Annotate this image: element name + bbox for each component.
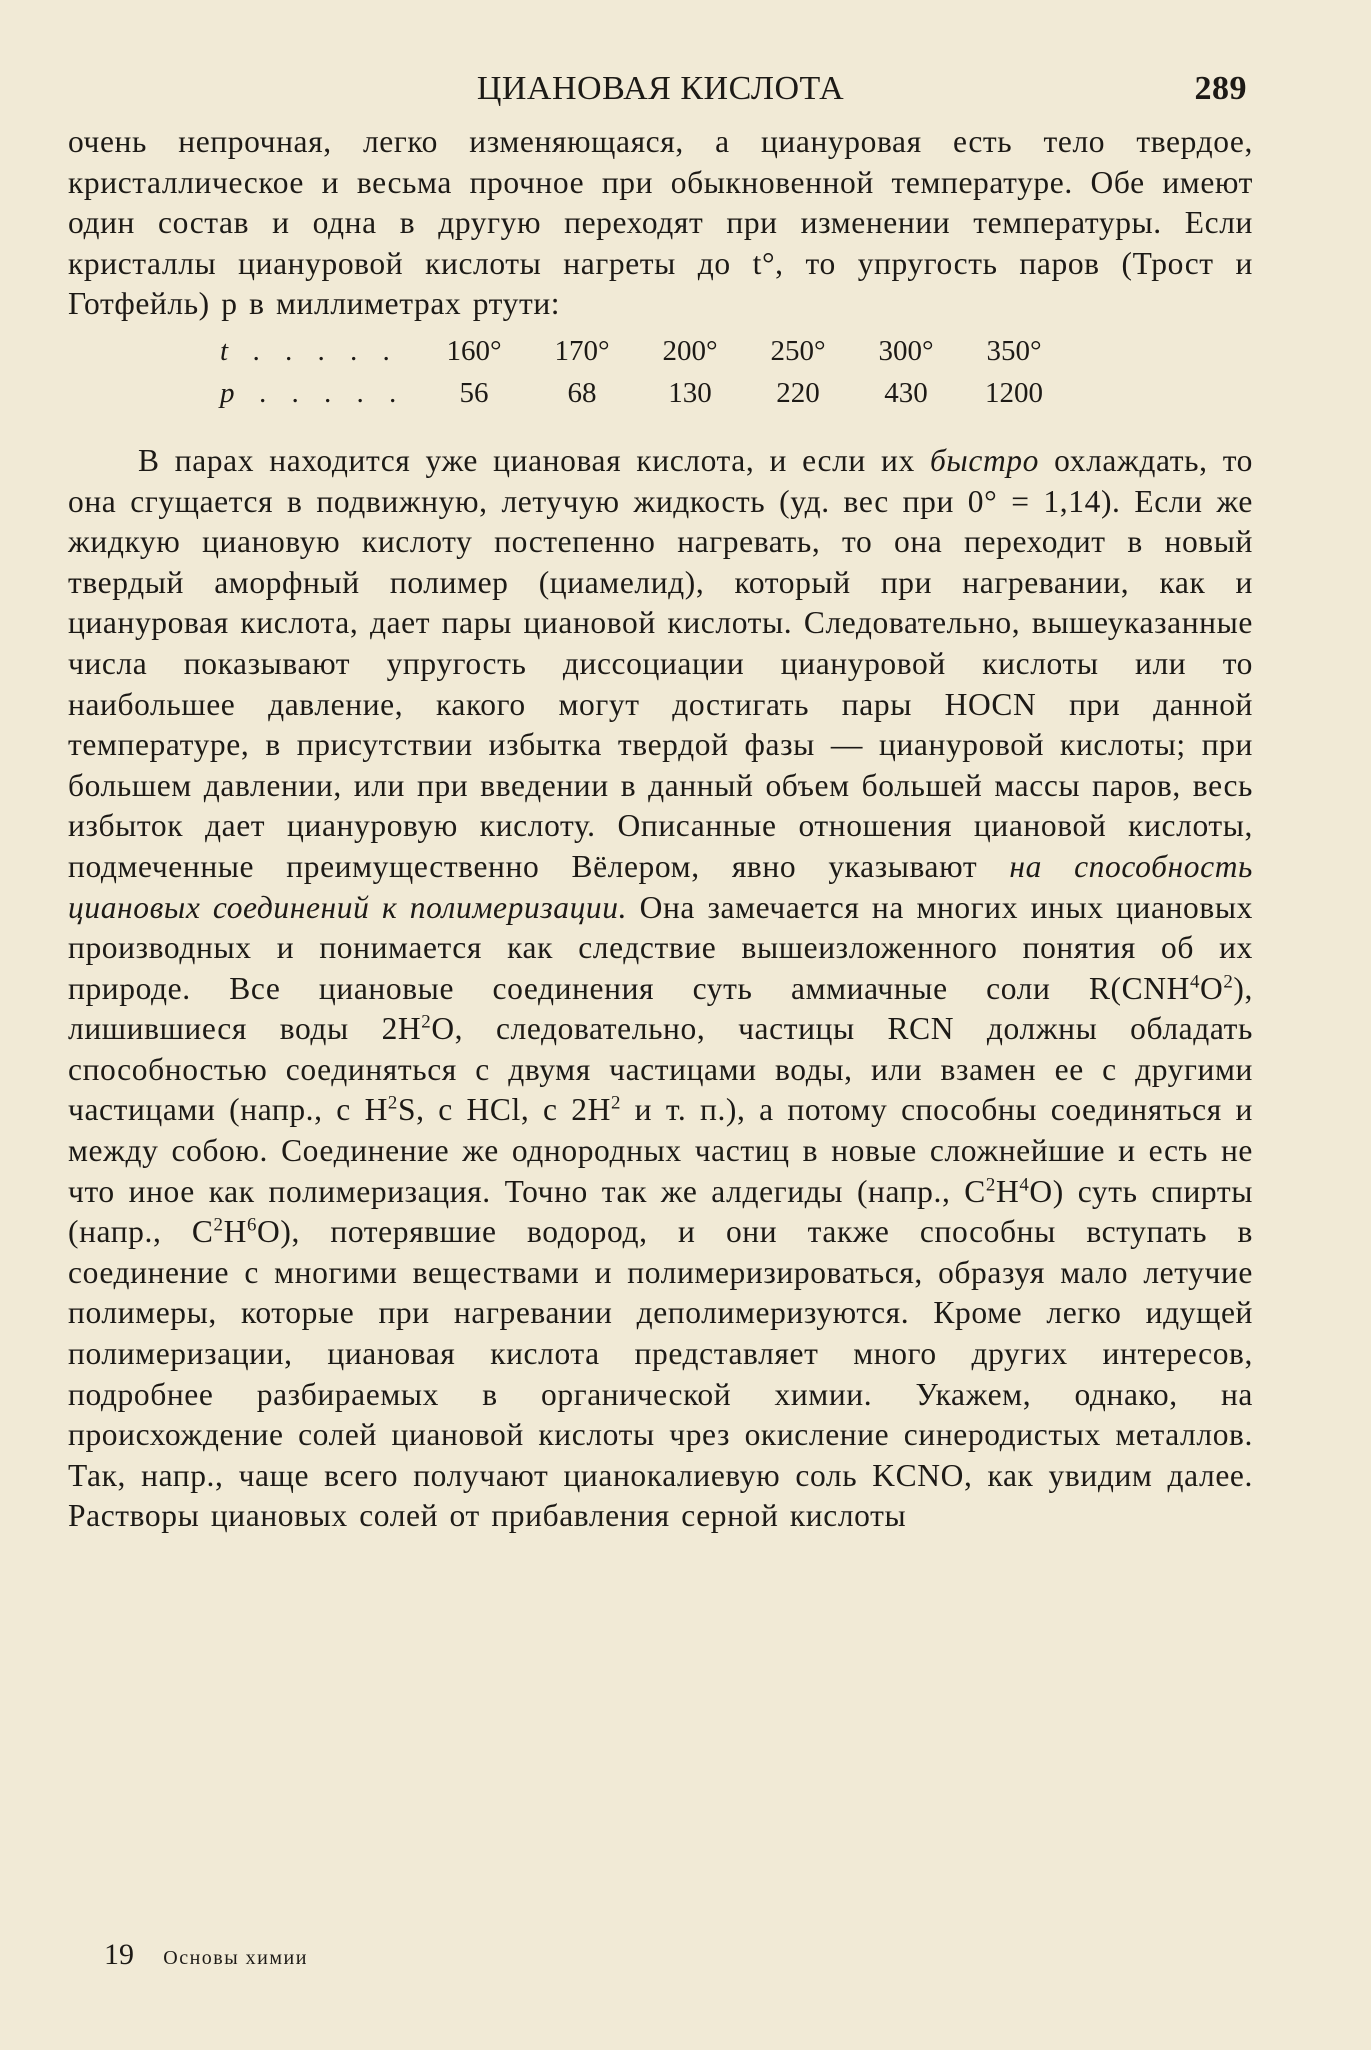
- superscript: 4: [1019, 1174, 1030, 1196]
- table-cell: 200°: [662, 335, 718, 368]
- footer-note: Основы химии: [163, 1947, 308, 1969]
- superscript: 4: [1189, 971, 1201, 993]
- text-run: O, следовательно, частицы RCN должны обладать способностью соединяться с двумя частицами воды, или взамен ее с другими частицами (напр., с H: [68, 1011, 1253, 1128]
- row-label-p: p . . . . .: [220, 377, 406, 410]
- superscript: 2: [421, 1011, 432, 1033]
- page: [68, 60, 1253, 1537]
- superscript: 2: [1223, 971, 1234, 993]
- italic-text: на способность циановых соединений к полимеризации.: [68, 848, 1253, 925]
- running-title: ЦИАНОВАЯ КИСЛОТА: [476, 70, 845, 107]
- page-number: 289: [1194, 70, 1247, 107]
- text-run: ), лишившиеся воды 2H: [68, 970, 1253, 1047]
- text-run: В парах находится уже циановая кислота, и если их: [138, 442, 930, 478]
- text-run: Она замечается на многих иных циановых производных и понимается как следствие вышеизложенного понятия об их природе. Все циановые соединения суть аммиачные соли R(CNH: [68, 889, 1253, 1006]
- text-run: S, с HCl, с 2H: [397, 1092, 611, 1128]
- running-header: [68, 60, 1253, 116]
- text-run: H: [995, 1173, 1020, 1209]
- table-cell: 170°: [554, 335, 610, 368]
- row-label-t: t . . . . .: [220, 335, 400, 368]
- text-run: H: [223, 1214, 247, 1250]
- signature-footer: [104, 1938, 308, 1972]
- table-cell: 56: [459, 377, 489, 410]
- table-cell: 1200: [985, 377, 1043, 410]
- table-row-pressure: [220, 373, 1068, 415]
- table-cell: 250°: [770, 335, 826, 368]
- superscript: 6: [246, 1214, 257, 1236]
- vapor-pressure-table: [220, 331, 1068, 415]
- table-cell: 160°: [446, 335, 502, 368]
- paragraph-main: [68, 441, 1253, 1537]
- superscript: 2: [985, 1174, 996, 1196]
- table-cell: 68: [567, 377, 597, 410]
- superscript: 2: [213, 1214, 224, 1236]
- text-run: O), потерявшие водород, и они также способны вступать в соединение с многими веществами и полимеризироваться, образуя мало летучие полимеры, которые при нагревании деполимеризуются. Кроме легко идущей полимеризации, циановая кислота представляет много других интересов, подробнее разбираемых в органической химии. Укажем, однако, на происхождение солей циановой кислоты чрез окисление синеродистых металлов. Так, напр., чаще всего получают цианокалиевую соль KCNO, как увидим далее. Растворы циановых солей от прибавления серной кислоты: [68, 1214, 1253, 1534]
- table-cell: 130: [668, 377, 712, 410]
- text-run: и т. п.), а потому способны соединяться и между собою. Соединение же однородных частиц в новые сложнейшие и есть не что иное как полимеризация. Точно так же алдегиды (напр., C: [68, 1092, 1253, 1209]
- table-row-temperature: [220, 331, 1068, 373]
- table-cell: 350°: [986, 335, 1042, 368]
- table-cell: 220: [776, 377, 820, 410]
- text-run: охлаждать, то она сгущается в подвижную, летучую жидкость (уд. вес при 0° = 1,14). Если же жидкую циановую кислоту постепенно нагревать, то она переходит в новый твердый аморфный полимер (циамелид), который при нагревании, как и циануровая кислота, дает пары циановой кислоты. Следовательно, вышеуказанные числа показывают упругость диссоциации циануровой кислоты или то наибольшее давление, какого могут достигать пары HOCN при данной температуре, в присутствии избытка твердой фазы — циануровой кислоты; при большем давлении, или при введении в данный объем большей массы паров, весь избыток дает циануровую кислоту. Описанные отношения циановой кислоты, подмеченные преимущественно Вёлером, явно указывают: [68, 442, 1253, 884]
- signature-mark: 19: [104, 1938, 134, 1971]
- paragraph-intro: очень непрочная, легко изменяющаяся, а циануровая есть тело твердое, кристаллическое и весьма прочное при обыкновенной температуре. Обе имеют один состав и одна в другую переходят при изменении температуры. Если кристаллы циануровой кислоты нагреты до t°, то упругость паров (Трост и Готфейль) p в миллиметрах ртути:: [68, 124, 1253, 322]
- text-run: O: [1200, 970, 1224, 1006]
- table-cell: 300°: [878, 335, 934, 368]
- superscript: 2: [610, 1092, 621, 1114]
- table-cell: 430: [884, 377, 928, 410]
- italic-text: быстро: [929, 442, 1039, 478]
- text-run: O) суть спирты (напр., C: [68, 1173, 1253, 1250]
- superscript: 2: [387, 1092, 398, 1114]
